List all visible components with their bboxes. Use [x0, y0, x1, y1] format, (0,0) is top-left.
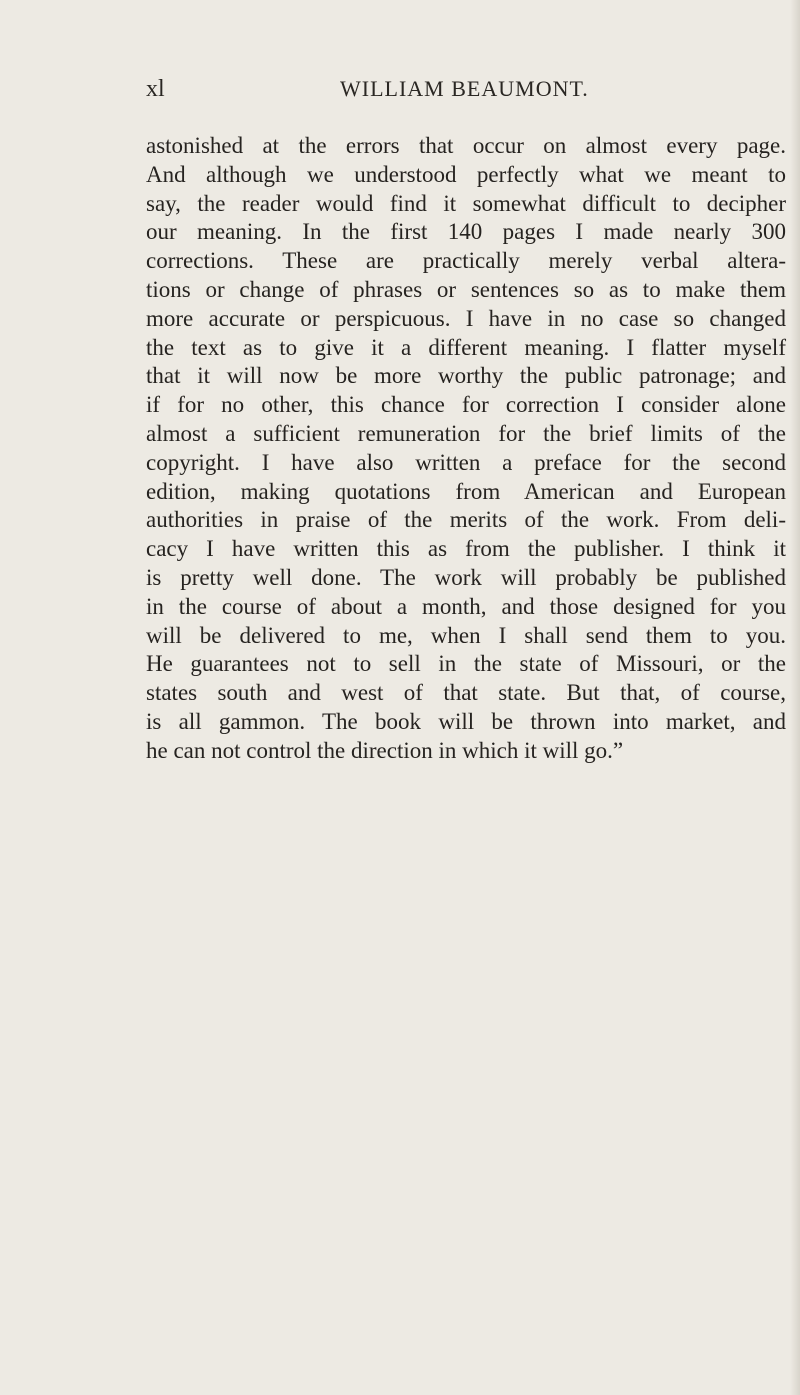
- text-line: copyright. I have also written a preface for the second: [146, 449, 786, 475]
- text-line: authorities in praise of the merits of the work. From deli-: [146, 507, 786, 533]
- text-line: cacy I have written this as from the publisher. I think it: [146, 536, 786, 562]
- text-line: states south and west of that state. But that, of course,: [146, 680, 786, 706]
- text-line: is pretty well done. The work will probably be published: [146, 564, 786, 590]
- text-line: that it will now be more worthy the public patronage; and: [146, 363, 786, 389]
- text-line: is all gammon. The book will be thrown into market, and: [146, 708, 786, 734]
- page-edge-shadow: [790, 0, 800, 1395]
- text-line: tions or change of phrases or sentences so as to make them: [146, 276, 786, 302]
- running-head: [146, 72, 776, 106]
- text-line: astonished at the errors that occur on almost every page.: [146, 133, 786, 158]
- text-line: more accurate or perspicuous. I have in no case so changed: [146, 305, 786, 331]
- text-line: in the course of about a month, and those designed for you: [146, 593, 786, 619]
- text-line: almost a sufficient remuneration for the brief limits of the: [146, 420, 786, 446]
- text-line: corrections. These are practically merely verbal altera-: [146, 248, 786, 274]
- body-text: [146, 132, 786, 766]
- text-line: edition, making quotations from American and European: [146, 478, 786, 504]
- page-number: xl: [146, 76, 165, 102]
- text-line: will be delivered to me, when I shall send them to you.: [146, 622, 786, 648]
- text-line: say, the reader would find it somewhat difficult to decipher: [146, 190, 786, 216]
- text-line: And although we understood perfectly what we meant to: [146, 161, 786, 187]
- text-line: he can not control the direction in which it will go.”: [146, 737, 624, 763]
- text-line: our meaning. In the first 140 pages I made nearly 300: [146, 219, 786, 245]
- text-line: He guarantees not to sell in the state of Missouri, or the: [146, 651, 786, 677]
- running-title: WILLIAM BEAUMONT.: [340, 76, 589, 101]
- text-line: if for no other, this chance for correction I consider alone: [146, 392, 786, 418]
- text-line: the text as to give it a different meaning. I flatter myself: [146, 334, 786, 360]
